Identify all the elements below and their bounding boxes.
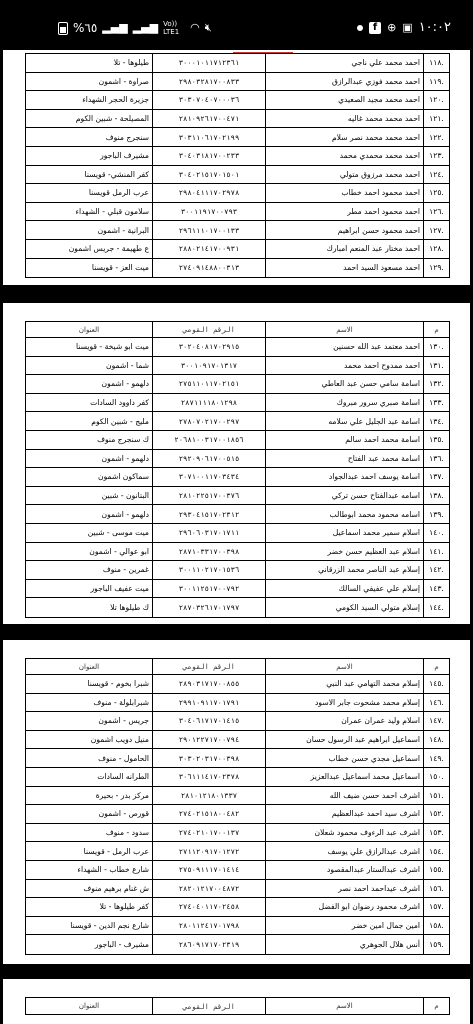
table-row xyxy=(26,731,449,750)
address: سنجرج منوف xyxy=(105,132,149,142)
mute-icon: 🔇︎ xyxy=(204,21,212,34)
address: قورص - اشمون xyxy=(98,809,149,819)
person-name: احمد محمود احمد مطر xyxy=(265,203,423,221)
data-table xyxy=(25,53,450,278)
national-id: ٣٠٠١١٠٢١٧٠١٥٣٦ xyxy=(152,561,265,579)
table-row xyxy=(26,184,449,203)
table-row xyxy=(26,694,449,713)
header-address: العنوان xyxy=(78,325,100,334)
row-number: ١٢٢. xyxy=(423,128,449,146)
table-row xyxy=(26,73,449,92)
person-name: اشرف عبد الرءوف محمود شعلان xyxy=(265,824,423,842)
row-number: ١٣١. xyxy=(423,357,449,375)
person-name: اشرف محمود رضوان ابو الفضل xyxy=(265,898,423,916)
person-name: احمد محمد علي ناجي xyxy=(265,54,423,72)
national-id: ٢٧٨٠٧٠٢١٧٠٠٢٩٧ xyxy=(152,412,265,430)
row-number: ١٤٣. xyxy=(423,580,449,598)
address: ميت العز - قويسنا xyxy=(91,263,149,273)
table-row xyxy=(26,880,449,899)
table-row xyxy=(26,898,449,917)
row-number: ١٢٥. xyxy=(423,184,449,202)
header-address: العنوان xyxy=(78,662,100,671)
national-id: ٢٨١٠٩٢٦١٧٠٠٤٧١ xyxy=(152,110,265,128)
person-name: اشرف عيداحمد احمد نصر xyxy=(265,880,423,898)
row-number: ١٣٦. xyxy=(423,450,449,468)
row-number: ١٤٠. xyxy=(423,524,449,542)
address: ميت عفيف الباجور xyxy=(90,584,149,594)
table-row xyxy=(26,768,449,787)
national-id: ٢٧٤٠٢١٠١٧٠٠١٣٧ xyxy=(152,824,265,842)
address: جريس - اشمون xyxy=(98,716,149,726)
national-id: ٢٧٤٠٤٠١١٧٠٢٤٥٨ xyxy=(152,898,265,916)
national-id: ٢٨٧١١١١٨٠١٢٩٨ xyxy=(152,394,265,412)
vpn-icon: ⊕ xyxy=(387,20,397,34)
table-row xyxy=(26,712,449,731)
table-row xyxy=(26,450,449,469)
row-number: ١٢٨. xyxy=(423,240,449,258)
person-name: اسامة محمد عبد الفتاح xyxy=(265,450,423,468)
status-bar xyxy=(0,0,473,50)
person-name: احمد محمود احمد خطاب xyxy=(265,184,423,202)
row-number: ١٥٢. xyxy=(423,805,449,823)
header-national-id: الرقم القومي xyxy=(152,998,265,1014)
table-row xyxy=(26,412,449,431)
national-id: ٢٩٨٠٤١١١٧٠٢٩٧٨ xyxy=(152,184,265,202)
row-number: ١٤٩. xyxy=(423,749,449,767)
national-id: ٢٨٠١١٢٤١٧٠١٧٩٨ xyxy=(152,917,265,935)
national-id: ٢٧٥١١٠١١٧٠٢١٥١ xyxy=(152,375,265,393)
person-name: اشرف سيد احمد عبدالعظيم xyxy=(265,805,423,823)
row-number: ١٤٨. xyxy=(423,731,449,749)
table-row xyxy=(26,824,449,843)
address: مركز بدر - بحيرة xyxy=(95,790,149,800)
table-row xyxy=(26,561,449,580)
status-left xyxy=(58,20,212,36)
camera-icon: ▣ xyxy=(402,20,413,34)
address: كفر داوود السادات xyxy=(90,398,149,408)
address: صراوة - اشمون xyxy=(98,76,149,86)
header-name: الاسم xyxy=(265,659,423,674)
clock: ١٠:٠٢ xyxy=(418,20,451,35)
address: مليج - شبين الكوم xyxy=(91,416,149,426)
row-number: ١٥٣. xyxy=(423,824,449,842)
person-name: احمد ممدوح احمد محمد xyxy=(265,357,423,375)
address: ميت موسى - شبين xyxy=(87,528,149,538)
row-number: ١٥٥. xyxy=(423,861,449,879)
address: البرانية - اشمون xyxy=(97,225,149,235)
national-id: ٢٨٨٠٢١٤١٧٠٠٩٣١ xyxy=(152,240,265,258)
national-id: ٢٨٦٠٩١٧١٧٠٢٣١٩ xyxy=(152,935,265,954)
national-id: ٣٠٠٠١٠١١٧١٢٣٦١ xyxy=(152,54,265,72)
table-row xyxy=(26,221,449,240)
table-header-row xyxy=(26,659,449,675)
person-name: احمد محمد محمدي محمد xyxy=(265,147,423,165)
row-number: ١٣٠. xyxy=(423,338,449,356)
national-id: ٣٠٠١١٩١٧٠٠٧٩٣ xyxy=(152,203,265,221)
national-id: ٢٧٤٠٢١٥١٨٠٠٤٨٢ xyxy=(152,805,265,823)
person-name: احمد محمد مرزوق متولي xyxy=(265,166,423,184)
national-id: ٢٩٠١٢٢٧١٧٠٠٧٩٤ xyxy=(152,731,265,749)
person-name: امين جمال امين خضر xyxy=(265,917,423,935)
signal-icon: ▂▄▆ xyxy=(102,21,128,34)
address: ابو عوالي - اشمون xyxy=(89,546,149,556)
address: شارع خطاب - الشهداء xyxy=(77,865,149,875)
national-id: ٣٠٤٠٣١٨١٧٠٠٢٣٣ xyxy=(152,147,265,165)
address: شارع نجم الدين - قويسنا xyxy=(70,921,149,931)
table-row xyxy=(26,861,449,880)
national-id: ٢٩٣٠٤١٥١٧٠٢٣١٢ xyxy=(152,505,265,523)
address: البتانون - شبين xyxy=(101,491,149,501)
row-number: ١٥٩. xyxy=(423,935,449,954)
row-number: ١٥٨. xyxy=(423,917,449,935)
person-name: احمد محمد فوزي عبدالرازق xyxy=(265,73,423,91)
row-number: ١٤٥. xyxy=(423,675,449,693)
table-row xyxy=(26,147,449,166)
row-number: ١٣٣. xyxy=(423,394,449,412)
address: ك طيلوها تلا xyxy=(110,603,149,613)
national-id: ٢٨١٠٢٢٥١٧٠٠٣٧٦ xyxy=(152,487,265,505)
row-number: ١٥٦. xyxy=(423,880,449,898)
header-national-id: الرقم القومي xyxy=(152,659,265,674)
person-name: إسلام عبد الناصر محمد الزرقاني xyxy=(265,561,423,579)
address: شبرابلولة - منوف xyxy=(93,697,149,707)
national-id: ٣٠٧١٠٠١١٧٠٣٤٣٤ xyxy=(152,468,265,486)
person-name: اسماعيل مجدي حسن خطاب xyxy=(265,749,423,767)
person-name: احمد مسعود السيد احمد xyxy=(265,259,423,278)
row-number: ١١٨. xyxy=(423,54,449,72)
national-id: ٢٨١٠١٢١٨٠١٣٣٧ xyxy=(152,787,265,805)
address: كفر المنشي- قويسنا xyxy=(84,169,149,179)
row-number: ١٢٩. xyxy=(423,259,449,278)
table-row xyxy=(26,505,449,524)
national-id: ٣٠٣١١٠٦١٧٠٢١٩٩ xyxy=(152,128,265,146)
row-number: ١٣٨. xyxy=(423,487,449,505)
dot-icon xyxy=(357,25,363,31)
national-id: ٢٧١١٢٠٩١٧٠١٢٧٢ xyxy=(152,842,265,860)
row-number: ١٢٧. xyxy=(423,221,449,239)
address: دلهمو - اشمون xyxy=(101,509,149,519)
document-page-3 xyxy=(3,640,470,964)
table-header-row xyxy=(26,998,449,1014)
national-id: ٣٠٤٠٦١٧١٧٠١٤١٥ xyxy=(152,712,265,730)
address: غمرين - منوف xyxy=(102,565,149,575)
national-id: ٢٩٦١١١٠١٧٠٠١٣٣ xyxy=(152,221,265,239)
battery-icon xyxy=(58,22,68,35)
table-row xyxy=(26,357,449,376)
address: جزيرة الحجر الشهداء xyxy=(82,95,149,105)
table-row xyxy=(26,54,449,73)
national-id: ٢٧٤٠٩١٤٨٨٠٠٣١٣ xyxy=(152,259,265,278)
row-number: ١٣٧. xyxy=(423,468,449,486)
person-name: اسلام وليد عمران عمران xyxy=(265,712,423,730)
table-row xyxy=(26,524,449,543)
address: سدود - منوف xyxy=(105,828,149,838)
header-address: العنوان xyxy=(78,1002,100,1010)
person-name: اسامة عبد الجليل علي سلامه xyxy=(265,412,423,430)
table-row xyxy=(26,259,449,278)
address: ش غنام برهيم منوف xyxy=(83,883,149,893)
table-row xyxy=(26,431,449,450)
national-id: ٣٠٢٠٤٠٨١٧٠٢٩١٥ xyxy=(152,338,265,356)
address: منيل دويب اشمون xyxy=(90,735,149,745)
header-name: الاسم xyxy=(265,998,423,1014)
table-row xyxy=(26,338,449,357)
address: دلهمو - اشمون xyxy=(101,379,149,389)
address: شبرا بخوم - قويسنا xyxy=(87,679,149,689)
row-number: ١٢٤. xyxy=(423,166,449,184)
person-name: احمد معتمد عبد الله حسنين xyxy=(265,338,423,356)
national-id: ٣٠٣٠٧٠٤٠٧٠٠٠٣٦ xyxy=(152,91,265,109)
address: كفر طيلوها - تلا xyxy=(99,902,149,912)
network-label: Vo)) LTE1 xyxy=(163,20,180,36)
table-row xyxy=(26,675,449,694)
header-name: الاسم xyxy=(265,322,423,337)
person-name: اسلام عبد العظيم حسن خضر xyxy=(265,543,423,561)
person-name: اسلام سمير محمد اسماعيل xyxy=(265,524,423,542)
table-row xyxy=(26,240,449,259)
address: الطرانه السادات xyxy=(97,772,149,782)
table-row xyxy=(26,203,449,222)
national-id: ٣٠٠١٠٩١٧٠١٣١٧ xyxy=(152,357,265,375)
row-number: ١٣٢. xyxy=(423,375,449,393)
signal-icon: ▂▄▆ xyxy=(132,21,159,34)
address: ك سنجرج منوف xyxy=(97,435,149,445)
header-num: م xyxy=(423,998,449,1014)
person-name: احمد محمد محمد نصر سلام xyxy=(265,128,423,146)
national-id: ٢٩٩١٠٩١١٧٠١٧٩١ xyxy=(152,694,265,712)
table-row xyxy=(26,580,449,599)
row-number: ١٥٧. xyxy=(423,898,449,916)
person-name: إسلام محمد التهامي عبد النبي xyxy=(265,675,423,693)
national-id: ٢٨٢٠١٢١٧٠٠٤٨٧٢ xyxy=(152,880,265,898)
table-row xyxy=(26,468,449,487)
row-number: ١٤٦. xyxy=(423,694,449,712)
table-row xyxy=(26,375,449,394)
table-row xyxy=(26,487,449,506)
person-name: اسامة سامي حسن عبد العاطي xyxy=(265,375,423,393)
national-id: ٣٠٠١١٢٥١٧٠٠٧٩٢ xyxy=(152,580,265,598)
person-name: اشرف عبدالرازق علي يوسف xyxy=(265,842,423,860)
row-number: ١٢٦. xyxy=(423,203,449,221)
address: طيلوها - تلا xyxy=(113,58,149,68)
national-id: ٢٠٦٨١٠٠٣١٧٠٠١٨٥٦ xyxy=(152,431,265,449)
document-page-2 xyxy=(3,303,470,624)
row-number: ١٥١. xyxy=(423,787,449,805)
address: ع طهيمة - جريس اشمون xyxy=(68,244,149,254)
table-row xyxy=(26,805,449,824)
person-name: اسامة يوسف احمد عبدالجواد xyxy=(265,468,423,486)
row-number: ١٢١. xyxy=(423,110,449,128)
row-number: ١٥٠. xyxy=(423,768,449,786)
wifi-icon: ◠ xyxy=(190,21,200,34)
table-row xyxy=(26,128,449,147)
person-name: احمد محمد محمد غاليه xyxy=(265,110,423,128)
header-national-id: الرقم القومي xyxy=(152,322,265,337)
address: مشيرف - الباجور xyxy=(94,940,149,950)
address: مشيرف الباجور xyxy=(100,151,149,161)
facebook-icon: f xyxy=(369,22,381,34)
person-name: اسامه عبدالفتاح حسن تركي xyxy=(265,487,423,505)
table-row xyxy=(26,749,449,768)
row-number: ١٤١. xyxy=(423,543,449,561)
person-name: اسماعيل ابراهيم عبد الرسول حسان xyxy=(265,731,423,749)
table-row xyxy=(26,598,449,617)
header-num: م xyxy=(423,322,449,337)
table-row xyxy=(26,91,449,110)
person-name: إسلام متولي السيد الكومي xyxy=(265,598,423,617)
national-id: ٢٧٥٠٩١١١٧٠١٤١٤ xyxy=(152,861,265,879)
header-num: م xyxy=(423,659,449,674)
national-id: ٢٩٨٠٣٢٨١٧٠٠٨٣٣ xyxy=(152,73,265,91)
row-number: ١٢٣. xyxy=(423,147,449,165)
row-number: ١٢٠. xyxy=(423,91,449,109)
person-name: احمد مختار عبد المنعم امبارك xyxy=(265,240,423,258)
address: المصيلحة - شبين الكوم xyxy=(75,114,149,124)
person-name: اسامه محمود محمد ابوطالب xyxy=(265,505,423,523)
table-row xyxy=(26,166,449,185)
national-id: ٢٩٢٠٩٠٦١٧٠٠٥١٥ xyxy=(152,450,265,468)
row-number: ١٣٩. xyxy=(423,505,449,523)
national-id: ٣٠٦١١١٤١٧٠٢٣٧٨ xyxy=(152,768,265,786)
national-id: ٣٠٣٠٢٠٣١٧٠٠٣٩٨ xyxy=(152,749,265,767)
national-id: ٢٨٧٠٣٢٦١٧٠١٧٩٧ xyxy=(152,598,265,617)
address: دلهمو - اشمون xyxy=(101,453,149,463)
person-name: إسلام محمد مشحوت جابر الاسود xyxy=(265,694,423,712)
row-number: ١٣٥. xyxy=(423,431,449,449)
row-number: ١٣٤. xyxy=(423,412,449,430)
person-name: احمد محمد مجيد الصعيدي xyxy=(265,91,423,109)
table-row xyxy=(26,787,449,806)
data-table xyxy=(25,321,450,618)
address: ميت ابو شيخة - قويسنا xyxy=(75,342,149,352)
address: الحامول - منوف xyxy=(98,753,149,763)
person-name: إسلام علي عفيفي السالك xyxy=(265,580,423,598)
document-page-4 xyxy=(3,979,470,1024)
data-table xyxy=(25,658,450,955)
person-name: احمد محمود حسن ابراهيم xyxy=(265,221,423,239)
document-page-1 xyxy=(3,50,470,285)
national-id: ٣٠٤٠٢١٥١٧٠١٥٠١ xyxy=(152,166,265,184)
table-row xyxy=(26,110,449,129)
table-row xyxy=(26,935,449,954)
address: عرب الرمل قويسنا xyxy=(88,188,149,198)
person-name: أنس هلال الجوهري xyxy=(265,935,423,954)
row-number: ١٤٢. xyxy=(423,561,449,579)
person-name: اسماعيل محمد اسماعيل عبدالعزيز xyxy=(265,768,423,786)
national-id: ٢٨٧١٠٣٣١٧٠٠٣٩٨ xyxy=(152,543,265,561)
row-number: ١٤٧. xyxy=(423,712,449,730)
address: سلامون قبلي - الشهداء xyxy=(75,207,149,217)
status-right xyxy=(357,20,451,35)
address: شما - اشمون xyxy=(106,360,149,370)
row-number: ١١٩. xyxy=(423,73,449,91)
address: عرب الرمل - قويسنا xyxy=(83,846,149,856)
table-row xyxy=(26,543,449,562)
battery-percent: %٦٥ xyxy=(73,21,98,35)
table-row xyxy=(26,842,449,861)
person-name: اشرف عبدالستار عبدالمقصود xyxy=(265,861,423,879)
person-name: اسامة صبري سرور مبروك xyxy=(265,394,423,412)
address: سماكون اشمون xyxy=(98,472,149,482)
data-table xyxy=(25,997,450,1015)
person-name: اسامة محمد احمد سالم xyxy=(265,431,423,449)
national-id: ٢٩٦٠٦٠٣١٧٠١٧١١ xyxy=(152,524,265,542)
table-row xyxy=(26,917,449,936)
table-row xyxy=(26,394,449,413)
national-id: ٢٨٩٠٣١٧١٧٠٠٨٥٥ xyxy=(152,675,265,693)
table-header-row xyxy=(26,322,449,338)
row-number: ١٤٤. xyxy=(423,598,449,617)
person-name: اشرف احمد حسن ضيف الله xyxy=(265,787,423,805)
row-number: ١٥٤. xyxy=(423,842,449,860)
